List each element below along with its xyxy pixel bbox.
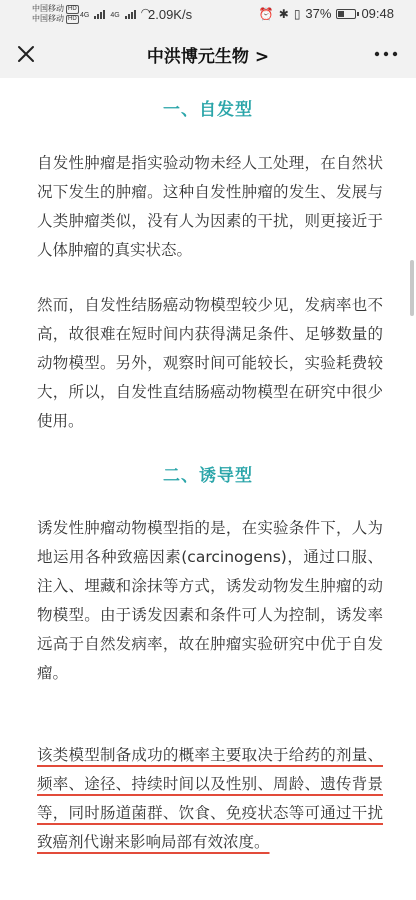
- status-right-group: [259, 6, 394, 21]
- section-heading-spontaneous: 一、自发型: [163, 100, 253, 120]
- more-icon: [374, 51, 398, 57]
- carrier-info: [32, 4, 79, 24]
- battery-level-fill: [338, 11, 344, 17]
- article-body[interactable]: [0, 78, 416, 900]
- nav-bar: [0, 30, 416, 78]
- more-button[interactable]: [370, 38, 402, 70]
- section-heading-induced: 二、诱导型: [163, 466, 253, 486]
- status-bar: [0, 0, 416, 30]
- scrollbar[interactable]: [410, 260, 414, 316]
- paragraph-induced-definition: 诱发性肿瘤动物模型指的是，在实验条件下，人为地运用各种致癌因素(carcinogens)，通过口服、注入、埋藏和涂抹等方式，诱发动物发生肿瘤的动物模型。由于诱发因素和条件可人为控制，诱发率远高于自然发病率，故在肿瘤实验研究中优于自发瘤。: [37, 519, 383, 682]
- clock: 09:48: [361, 6, 394, 21]
- carrier-2-label: 中国移动: [32, 14, 64, 23]
- alarm-icon: ⏰: [258, 6, 274, 21]
- wifi-icon: ◠: [140, 7, 151, 19]
- paragraph-spontaneous-limitations: 然而，自发性结肠癌动物模型较少见，发病率也不高，故很难在短时间内获得满足条件、足够数量的动物模型。另外，观察时间可能较长，实验耗费较大，所以，自发性直结肠癌动物模型在研究中很少使用。: [37, 296, 383, 430]
- paragraph-induced-factors: [37, 741, 383, 857]
- signal-strength-icon: [125, 10, 136, 19]
- signal-2-label: 4G: [110, 12, 120, 19]
- hd-badge: HD: [68, 5, 77, 12]
- signal-1-label: 4G: [80, 12, 90, 19]
- carrier-1-label: 中国移动: [32, 4, 64, 13]
- underlined-text: 该类模型制备成功的概率主要取决于给药的剂量、频率、途径、持续时间以及性别、周龄、遗传背景等，同时肠道菌群、饮食、免疫状态等可通过干扰致癌剂代谢来影响局部有效浓度。: [37, 746, 383, 851]
- vibrate-icon: ▯: [293, 6, 301, 21]
- bluetooth-icon: ✱: [278, 6, 289, 21]
- signal-strength-icon: [94, 10, 105, 19]
- hd-badge: HD: [68, 15, 77, 22]
- signal-indicators: [80, 8, 150, 19]
- paragraph-spontaneous-definition: 自发性肿瘤是指实验动物未经人工处理，在自然状况下发生的肿瘤。这种自发性肿瘤的发生、发展与人类肿瘤类似，没有人为因素的干扰，则更接近于人体肿瘤的真实状态。: [37, 154, 383, 259]
- battery-percent: 37%: [305, 6, 332, 21]
- account-title-link[interactable]: 中洪博元生物 >: [146, 47, 270, 67]
- net-speed: 2.09K/s: [148, 7, 193, 22]
- battery-icon: [336, 9, 356, 19]
